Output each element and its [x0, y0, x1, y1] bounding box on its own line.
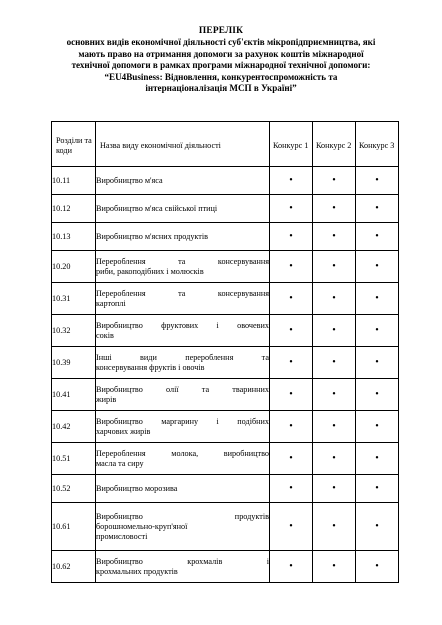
bullet-mark: • [289, 520, 293, 532]
table-row [52, 195, 399, 223]
contest-3-mark [356, 347, 399, 379]
activity-name [96, 411, 270, 443]
contest-3-mark [356, 315, 399, 347]
bullet-mark: • [375, 420, 379, 432]
bullet-mark: • [375, 230, 379, 242]
bullet-mark: • [375, 388, 379, 400]
activity-name [96, 283, 270, 315]
table-row [52, 347, 399, 379]
activity-name-line: промисловості [96, 531, 148, 541]
activity-name-line: Виробництво фруктових і овочевих [96, 320, 269, 330]
activity-name-line: риби, ракоподібних і молюсків [96, 266, 204, 276]
bullet-mark: • [375, 174, 379, 186]
activity-name [96, 379, 270, 411]
contest-3-mark [356, 551, 399, 583]
contest-2-mark [313, 475, 356, 503]
contest-3-mark [356, 475, 399, 503]
header-name: Назва виду економічної діяльності [96, 122, 270, 167]
contest-2-mark [313, 223, 356, 251]
heading-line: основних видів економічної діяльності суб'єктів мікропідприємництва, які [66, 37, 376, 48]
activity-name-line: Перероблення молока, виробництво [96, 448, 269, 458]
bullet-mark: • [332, 388, 336, 400]
activity-code: 10.11 [52, 167, 96, 195]
table-row [52, 223, 399, 251]
activity-name-line: жирів [96, 394, 117, 404]
table-row [52, 379, 399, 411]
bullet-mark: • [332, 520, 336, 532]
contest-3-mark [356, 223, 399, 251]
bullet-mark: • [289, 482, 293, 494]
document-heading [30, 26, 412, 94]
bullet-mark: • [332, 420, 336, 432]
bullet-mark: • [332, 356, 336, 368]
activity-name [96, 315, 270, 347]
activity-name [96, 443, 270, 475]
activity-code: 10.12 [52, 195, 96, 223]
header-contest-1: Конкурс 1 [270, 122, 313, 167]
activity-code: 10.32 [52, 315, 96, 347]
activity-code: 10.39 [52, 347, 96, 379]
contest-1-mark [270, 475, 313, 503]
bullet-mark: • [375, 202, 379, 214]
activities-table [51, 121, 399, 583]
activity-name [96, 223, 270, 251]
bullet-mark: • [332, 202, 336, 214]
bullet-mark: • [332, 452, 336, 464]
contest-2-mark [313, 195, 356, 223]
activity-code: 10.41 [52, 379, 96, 411]
contest-3-mark [356, 411, 399, 443]
activity-name-line: консервування фруктів і овочів [96, 362, 205, 372]
table-body [52, 167, 399, 583]
activity-name-line: крохмальних продуктів [96, 566, 178, 576]
table-row [52, 443, 399, 475]
table-header-row [52, 122, 399, 167]
contest-3-mark [356, 167, 399, 195]
activity-name-line: Виробництво м'яса свійської птиці [96, 203, 218, 213]
contest-3-mark [356, 379, 399, 411]
heading-line: технічної допомоги в рамках програми міжнародної технічної допомоги: [71, 60, 371, 71]
activity-name-line: борошномельно-круп'яної [96, 521, 188, 531]
bullet-mark: • [375, 560, 379, 572]
activity-name-line: масла та сиру [96, 458, 144, 468]
contest-1-mark [270, 251, 313, 283]
contest-2-mark [313, 167, 356, 195]
activity-code: 10.13 [52, 223, 96, 251]
contest-1-mark [270, 379, 313, 411]
bullet-mark: • [375, 324, 379, 336]
contest-3-mark [356, 503, 399, 551]
heading-line: інтернаціоналізація МСП в Україні” [145, 83, 297, 94]
activity-name-line: картоплі [96, 298, 126, 308]
activity-name [96, 251, 270, 283]
bullet-mark: • [375, 452, 379, 464]
contest-2-mark [313, 347, 356, 379]
contest-1-mark [270, 283, 313, 315]
bullet-mark: • [289, 388, 293, 400]
bullet-mark: • [289, 174, 293, 186]
contest-2-mark [313, 315, 356, 347]
bullet-mark: • [332, 292, 336, 304]
contest-2-mark [313, 551, 356, 583]
activity-name [96, 475, 270, 503]
heading-line: мають право на отримання допомоги за рахунок коштів міжнародної [78, 48, 364, 59]
bullet-mark: • [332, 174, 336, 186]
bullet-mark: • [332, 230, 336, 242]
contest-2-mark [313, 283, 356, 315]
activity-code: 10.31 [52, 283, 96, 315]
table-row [52, 315, 399, 347]
bullet-mark: • [289, 420, 293, 432]
contest-2-mark [313, 411, 356, 443]
bullet-mark: • [289, 560, 293, 572]
bullet-mark: • [289, 324, 293, 336]
contest-1-mark [270, 315, 313, 347]
table-row [52, 283, 399, 315]
bullet-mark: • [289, 356, 293, 368]
contest-1-mark [270, 223, 313, 251]
activity-name [96, 347, 270, 379]
contest-2-mark [313, 251, 356, 283]
table-row [52, 551, 399, 583]
bullet-mark: • [375, 292, 379, 304]
contest-3-mark [356, 195, 399, 223]
table-row [52, 411, 399, 443]
bullet-mark: • [289, 452, 293, 464]
bullet-mark: • [289, 292, 293, 304]
activity-name-line: Виробництво морозива [96, 483, 178, 493]
activity-code: 10.51 [52, 443, 96, 475]
header-contest-2: Конкурс 2 [313, 122, 356, 167]
activity-name-line: Виробництво олії та тваринних [96, 384, 269, 394]
contest-1-mark [270, 503, 313, 551]
bullet-mark: • [289, 230, 293, 242]
table-row [52, 503, 399, 551]
activity-name [96, 503, 270, 551]
contest-2-mark [313, 379, 356, 411]
bullet-mark: • [375, 482, 379, 494]
activity-name-line: Перероблення та консервування [96, 288, 269, 298]
activity-code: 10.62 [52, 551, 96, 583]
contest-3-mark [356, 283, 399, 315]
activity-name-line: харчових жирів [96, 426, 151, 436]
activity-name-line: Виробництво м'ясних продуктів [96, 231, 209, 241]
heading-line: “EU4Business: Відновлення, конкурентоспроможність та [104, 71, 338, 82]
contest-3-mark [356, 251, 399, 283]
contest-3-mark [356, 443, 399, 475]
bullet-mark: • [332, 482, 336, 494]
activity-name-line: Виробництво м'яса [96, 175, 163, 185]
activity-code: 10.52 [52, 475, 96, 503]
document-title: ПЕРЕЛІК [198, 26, 244, 36]
activity-name [96, 167, 270, 195]
contest-1-mark [270, 195, 313, 223]
activity-name-line: соків [96, 330, 114, 340]
bullet-mark: • [375, 356, 379, 368]
activity-name-line: Перероблення та консервування [96, 256, 269, 266]
contest-2-mark [313, 503, 356, 551]
activity-name [96, 551, 270, 583]
table-row [52, 251, 399, 283]
bullet-mark: • [332, 560, 336, 572]
activity-name-line: Виробництво крохмалів і [96, 556, 269, 566]
bullet-mark: • [289, 202, 293, 214]
contest-1-mark [270, 551, 313, 583]
contest-1-mark [270, 443, 313, 475]
activity-code: 10.61 [52, 503, 96, 551]
contest-1-mark [270, 411, 313, 443]
contest-2-mark [313, 443, 356, 475]
contest-1-mark [270, 347, 313, 379]
activity-name-line: Виробництво маргарину і подібних [96, 416, 269, 426]
contest-1-mark [270, 167, 313, 195]
bullet-mark: • [375, 520, 379, 532]
activity-code: 10.20 [52, 251, 96, 283]
activity-name-line: Виробництво продуктів [96, 511, 269, 521]
header-code: Розділи та коди [52, 122, 96, 167]
activity-name [96, 195, 270, 223]
bullet-mark: • [332, 324, 336, 336]
table-row [52, 475, 399, 503]
bullet-mark: • [332, 260, 336, 272]
activity-name-line: Інші види перероблення та [96, 352, 269, 362]
activity-code: 10.42 [52, 411, 96, 443]
bullet-mark: • [289, 260, 293, 272]
bullet-mark: • [375, 260, 379, 272]
table-row [52, 167, 399, 195]
header-contest-3: Конкурс 3 [356, 122, 399, 167]
